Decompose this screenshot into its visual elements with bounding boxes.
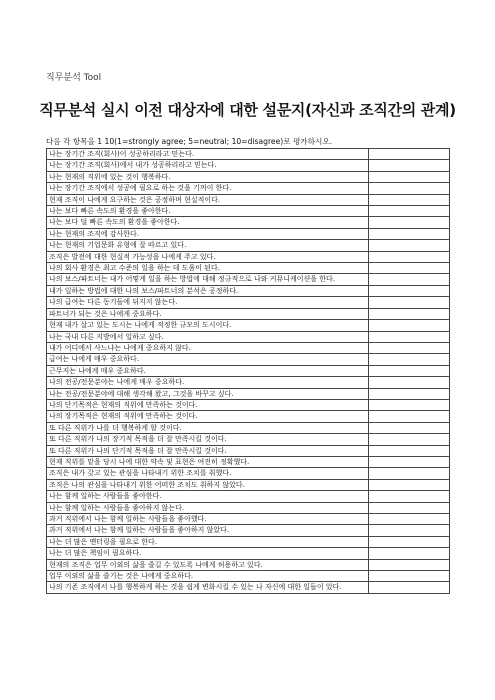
question-text: 나의 기존 조직에서 나를 행복하게 하는 것을 쉽게 변화시킬 수 있는 나 자신에 대한 일들이 있다. [47, 582, 369, 593]
question-text: 현재의 조직은 업무 이외의 삶을 즐길 수 있도록 나에게 허용하고 있다. [47, 559, 369, 570]
question-row [47, 263, 450, 274]
question-text: 나의 회사 환경은 최고 수준의 일을 하는 데 도움이 된다. [47, 263, 369, 274]
document-title: 직무분석 실시 이전 대상자에 대한 설문지(자신과 조직간의 관계) [39, 101, 456, 119]
question-row [47, 160, 450, 171]
score-cell[interactable] [368, 422, 449, 433]
score-cell[interactable] [368, 502, 449, 513]
score-cell[interactable] [368, 331, 449, 342]
question-row [47, 342, 450, 353]
questionnaire-table [46, 148, 450, 594]
question-row [47, 468, 450, 479]
question-text: 또 다른 직위가 나를 더 행복하게 할 것이다. [47, 422, 369, 433]
score-cell[interactable] [368, 342, 449, 353]
question-text: 나는 함께 일하는 사람들을 좋아한다. [47, 491, 369, 502]
score-cell[interactable] [368, 468, 449, 479]
question-row [47, 228, 450, 239]
question-row [47, 331, 450, 342]
score-cell[interactable] [368, 274, 449, 285]
score-cell[interactable] [368, 559, 449, 570]
question-row [47, 183, 450, 194]
question-row [47, 525, 450, 536]
score-cell[interactable] [368, 456, 449, 467]
question-text: 급여는 나에게 매우 중요하다. [47, 354, 369, 365]
question-text: 또 다른 직위가 나의 단기적 목적을 더 잘 만족시킬 것이다. [47, 445, 369, 456]
question-text: 업무 이외의 삶을 즐기는 것은 나에게 중요하다. [47, 571, 369, 582]
question-text: 나의 급여는 다른 동기들에 뒤지지 않는다. [47, 297, 369, 308]
instruction-text: 다음 각 항목을 1 10(1=strongly agree; 5=neutral; 10=disagree)로 평가하시오. [46, 137, 333, 146]
question-text: 내가 일하는 방법에 대한 나의 보스/파트너의 분석은 공정하다. [47, 285, 369, 296]
score-cell[interactable] [368, 194, 449, 205]
question-row [47, 365, 450, 376]
score-cell[interactable] [368, 399, 449, 410]
question-text: 나는 더 많은 멘터링을 필요로 한다. [47, 536, 369, 547]
question-text: 나는 더 많은 책임이 필요하다. [47, 548, 369, 559]
question-text: 현재 내가 살고 있는 도시는 나에게 적정한 규모의 도시이다. [47, 320, 369, 331]
question-row [47, 206, 450, 217]
score-cell[interactable] [368, 514, 449, 525]
question-text: 내가 어디에서 사느냐는 나에게 중요하지 않다. [47, 342, 369, 353]
score-cell[interactable] [368, 365, 449, 376]
question-text: 나는 보다 빠른 속도의 환경을 좋아한다. [47, 206, 369, 217]
question-row [47, 536, 450, 547]
score-cell[interactable] [368, 149, 449, 160]
question-row [47, 251, 450, 262]
question-row [47, 388, 450, 399]
score-cell[interactable] [368, 571, 449, 582]
question-row [47, 434, 450, 445]
question-text: 나의 단기목적은 현재의 직위에 만족하는 것이다. [47, 399, 369, 410]
question-row [47, 274, 450, 285]
score-cell[interactable] [368, 160, 449, 171]
question-text: 조직은 발전에 대한 현실적 가능성을 나에게 주고 있다. [47, 251, 369, 262]
question-text: 나는 국내 다른 지방에서 일하고 싶다. [47, 331, 369, 342]
question-text: 나는 장기간 조직(회사)이 성공하리라고 믿는다. [47, 149, 369, 160]
question-text: 나는 현재의 기업문화 유형에 잘 따르고 있다. [47, 240, 369, 251]
question-text: 현재 직위를 맡을 당시 나에 대한 약속 및 표현은 여전히 정확했다. [47, 456, 369, 467]
question-text: 나는 전공/전문분야에 대해 생각해 왔고, 그것을 바꾸고 싶다. [47, 388, 369, 399]
question-row [47, 491, 450, 502]
question-row [47, 377, 450, 388]
score-cell[interactable] [368, 217, 449, 228]
score-cell[interactable] [368, 479, 449, 490]
question-text: 현재 조직이 나에게 요구하는 것은 공정하며 현실적이다. [47, 194, 369, 205]
question-row [47, 559, 450, 570]
score-cell[interactable] [368, 445, 449, 456]
question-text: 나는 보다 덜 빠른 속도의 환경을 좋아한다. [47, 217, 369, 228]
questionnaire-body [47, 149, 450, 594]
score-cell[interactable] [368, 582, 449, 593]
score-cell[interactable] [368, 251, 449, 262]
score-cell[interactable] [368, 525, 449, 536]
question-row [47, 514, 450, 525]
score-cell[interactable] [368, 263, 449, 274]
question-text: 조직은 내가 갖고 있는 관심을 나타내기 위한 조치를 취했다. [47, 468, 369, 479]
question-text: 조직은 나의 관심을 나타내기 위한 어떠한 조치도 취하지 않았다. [47, 479, 369, 490]
score-cell[interactable] [368, 183, 449, 194]
score-cell[interactable] [368, 320, 449, 331]
question-row [47, 571, 450, 582]
question-text: 과거 직위에서 나는 함께 일하는 사람들을 좋아했다. [47, 514, 369, 525]
question-text: 나는 현재의 조직에 감사한다. [47, 228, 369, 239]
question-row [47, 411, 450, 422]
question-row [47, 354, 450, 365]
score-cell[interactable] [368, 354, 449, 365]
question-text: 파트너가 되는 것은 나에게 중요하다. [47, 308, 369, 319]
question-text: 나의 전공/전문분야는 나에게 매우 중요하다. [47, 377, 369, 388]
score-cell[interactable] [368, 377, 449, 388]
question-row [47, 308, 450, 319]
question-row [47, 171, 450, 182]
score-cell[interactable] [368, 240, 449, 251]
question-row [47, 456, 450, 467]
score-cell[interactable] [368, 206, 449, 217]
score-cell[interactable] [368, 536, 449, 547]
score-cell[interactable] [368, 297, 449, 308]
score-cell[interactable] [368, 308, 449, 319]
question-row [47, 285, 450, 296]
score-cell[interactable] [368, 388, 449, 399]
question-row [47, 582, 450, 593]
question-text: 또 다른 직위가 나의 장기적 목적을 더 잘 만족시킬 것이다. [47, 434, 369, 445]
question-row [47, 399, 450, 410]
question-row [47, 445, 450, 456]
question-row [47, 502, 450, 513]
score-cell[interactable] [368, 285, 449, 296]
score-cell[interactable] [368, 171, 449, 182]
score-cell[interactable] [368, 411, 449, 422]
question-text: 나는 현재의 직위에 있는 것이 행복하다. [47, 171, 369, 182]
question-text: 근무지는 나에게 매우 중요하다. [47, 365, 369, 376]
question-row [47, 297, 450, 308]
question-text: 나의 장기목적은 현재의 직위에 만족하는 것이다. [47, 411, 369, 422]
question-text: 나는 함께 일하는 사람들을 좋아하지 않는다. [47, 502, 369, 513]
question-row [47, 479, 450, 490]
document-label: 직무분석 Tool [46, 73, 102, 83]
score-cell[interactable] [368, 434, 449, 445]
score-cell[interactable] [368, 548, 449, 559]
question-row [47, 320, 450, 331]
score-cell[interactable] [368, 228, 449, 239]
question-row [47, 217, 450, 228]
question-text: 과거 직위에서 나는 함께 일하는 사람들을 좋아하지 않았다. [47, 525, 369, 536]
score-cell[interactable] [368, 491, 449, 502]
question-row [47, 194, 450, 205]
question-text: 나의 보스/파트너는 내가 어떻게 일을 하는 방법에 대해 정규적으로 나와 커뮤니케이션을 한다. [47, 274, 369, 285]
question-text: 나는 장기간 조직에서 성공에 필요로 하는 것을 기꺼이 한다. [47, 183, 369, 194]
question-row [47, 422, 450, 433]
question-row [47, 240, 450, 251]
question-row [47, 149, 450, 160]
question-text: 나는 장기간 조직(회사)에서 내가 성공하리라고 믿는다. [47, 160, 369, 171]
question-row [47, 548, 450, 559]
